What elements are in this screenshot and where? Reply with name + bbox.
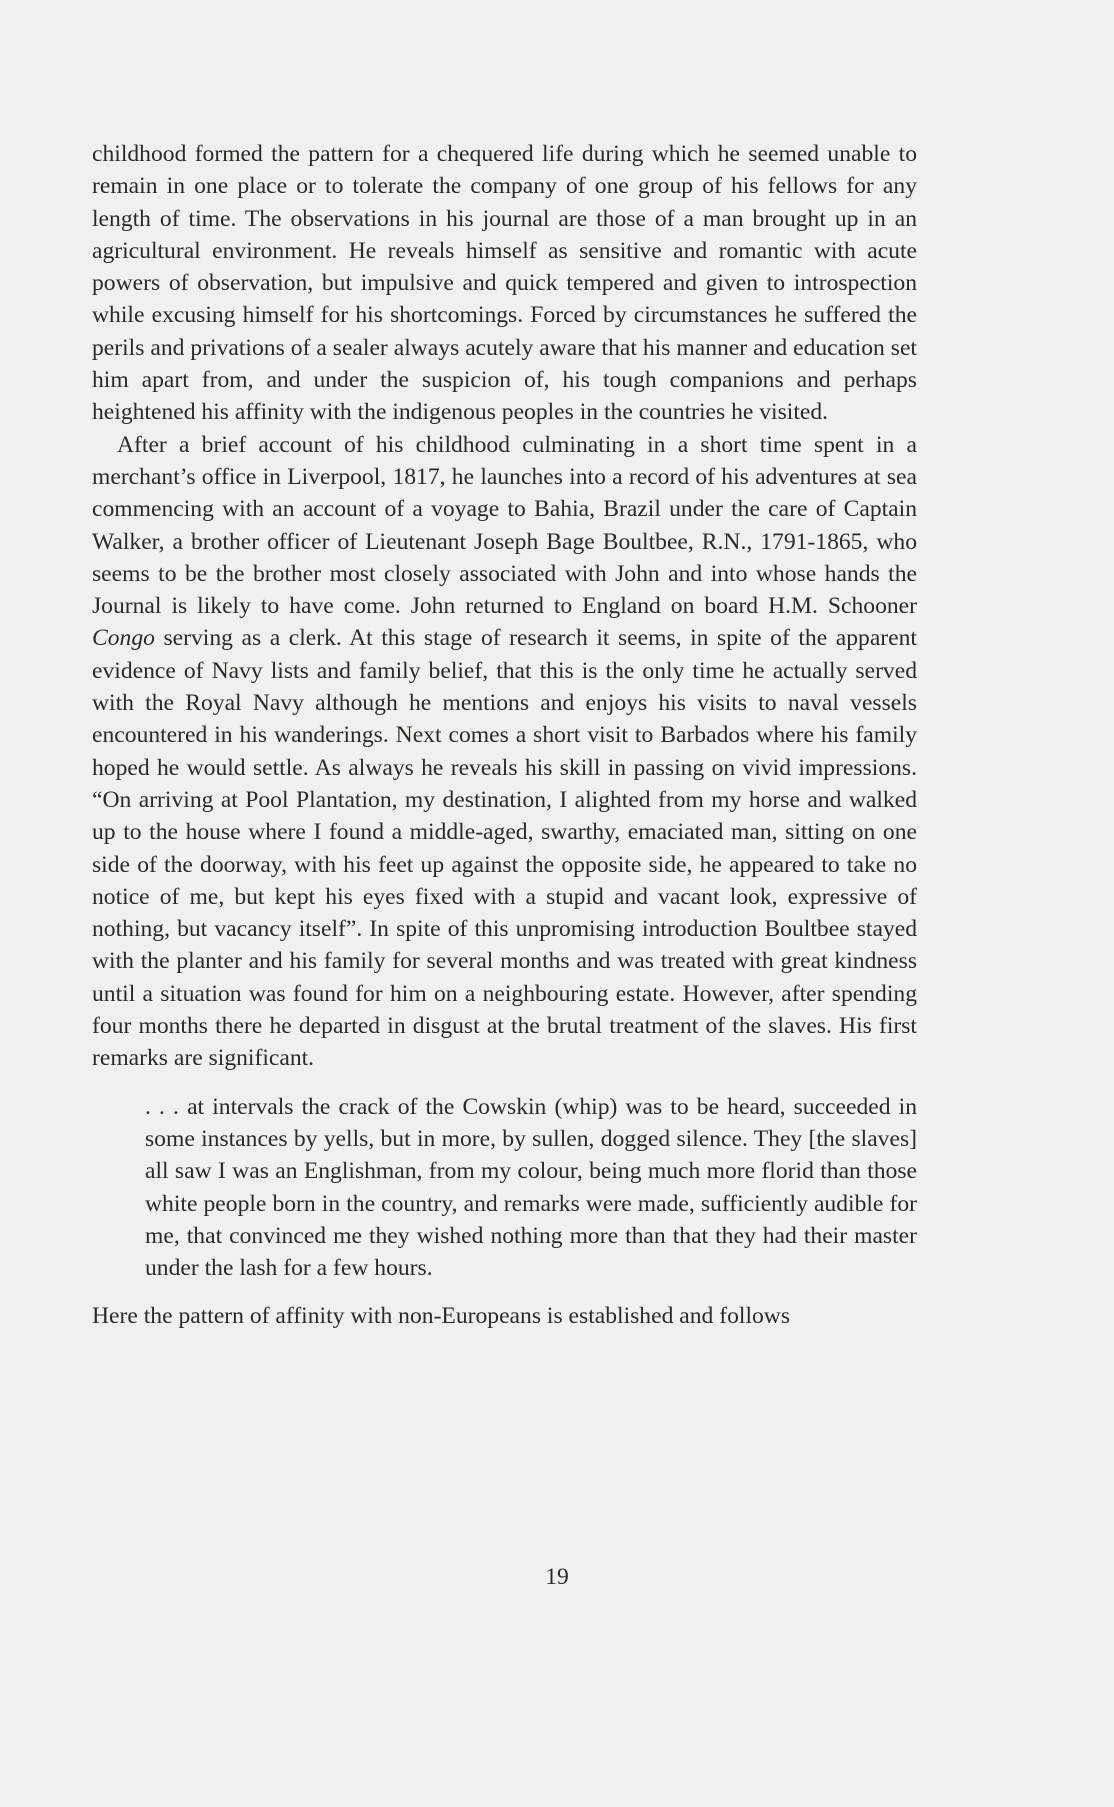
block-quote: . . . at intervals the crack of the Cowskin (whip) was to be heard, succeeded in some instances by yells, but in more, by sullen, dogged silence. They [the slaves] all saw I was an Englishman, from my colour, being much more florid than those white people born in the country, and remarks were made, sufficiently audible for me, that convinced me they wished nothing more than that they had their master under the lash for a few hours. [145, 1093, 917, 1282]
page-number: 19 [545, 1564, 569, 1590]
paragraph-2-text-b: serving as a clerk. At this stage of research it seems, in spite of the apparent evidence of Navy lists and family belief, that this is the only time he actually served with the Royal Navy although he mentions and enjoys his visits to naval vessels encountered in his wanderings. Next comes a short visit to Barbados where his family hoped he would settle. As always he reveals his skill in passing on vivid impressions. “On arriving at Pool Plantation, my destination, I alighted from my horse and walked up to the house where I found a middle-aged, swarthy, emaciated man, sitting on one side of the doorway, with his feet up against the opposite side, he appeared to take no notice of me, but kept his eyes fixed with a stupid and vacant look, expressive of nothing, but vacancy itself”. In spite of this unpromising introduction Boultbee stayed with the planter and his family for several months and was treated with great kindness until a situation was found for him on a neighbouring estate. However, after spending four months there he departed in disgust at the brutal treatment of the slaves. His first remarks are significant. [92, 625, 917, 1072]
paragraph-2 [92, 429, 917, 1075]
page-body-text [92, 138, 917, 1333]
paragraph-2-text-a: After a brief account of his childhood culminating in a short time spent in a merchant’s office in Liverpool, 1817, he launches into a record of his adventures at sea commencing with an account of a voyage to Bahia, Brazil under the care of Captain Walker, a brother officer of Lieutenant Joseph Bage Boultbee, R.N., 1791-1865, who seems to be the brother most closely associated with John and into whose hands the Journal is likely to have come. John returned to England on board H.M. Schooner [92, 431, 917, 620]
paragraph-3: Here the pattern of affinity with non-Europeans is established and follows [92, 1303, 791, 1330]
ship-name-italic: Congo [92, 625, 155, 652]
paragraph-1: childhood formed the pattern for a chequered life during which he seemed unable to remain in one place or to tolerate the company of one group of his fellows for any length of time. The observations in his journal are those of a man brought up in an agricultural environment. He reveals himself as sensitive and romantic with acute powers of observation, but impulsive and quick tempered and given to introspection while excusing himself for his shortcomings. Forced by circumstances he suffered the perils and privations of a sealer always acutely aware that his manner and education set him apart from, and under the suspicion of, his tough companions and perhaps heightened his affinity with the indigenous peoples in the countries he visited. [92, 141, 917, 426]
